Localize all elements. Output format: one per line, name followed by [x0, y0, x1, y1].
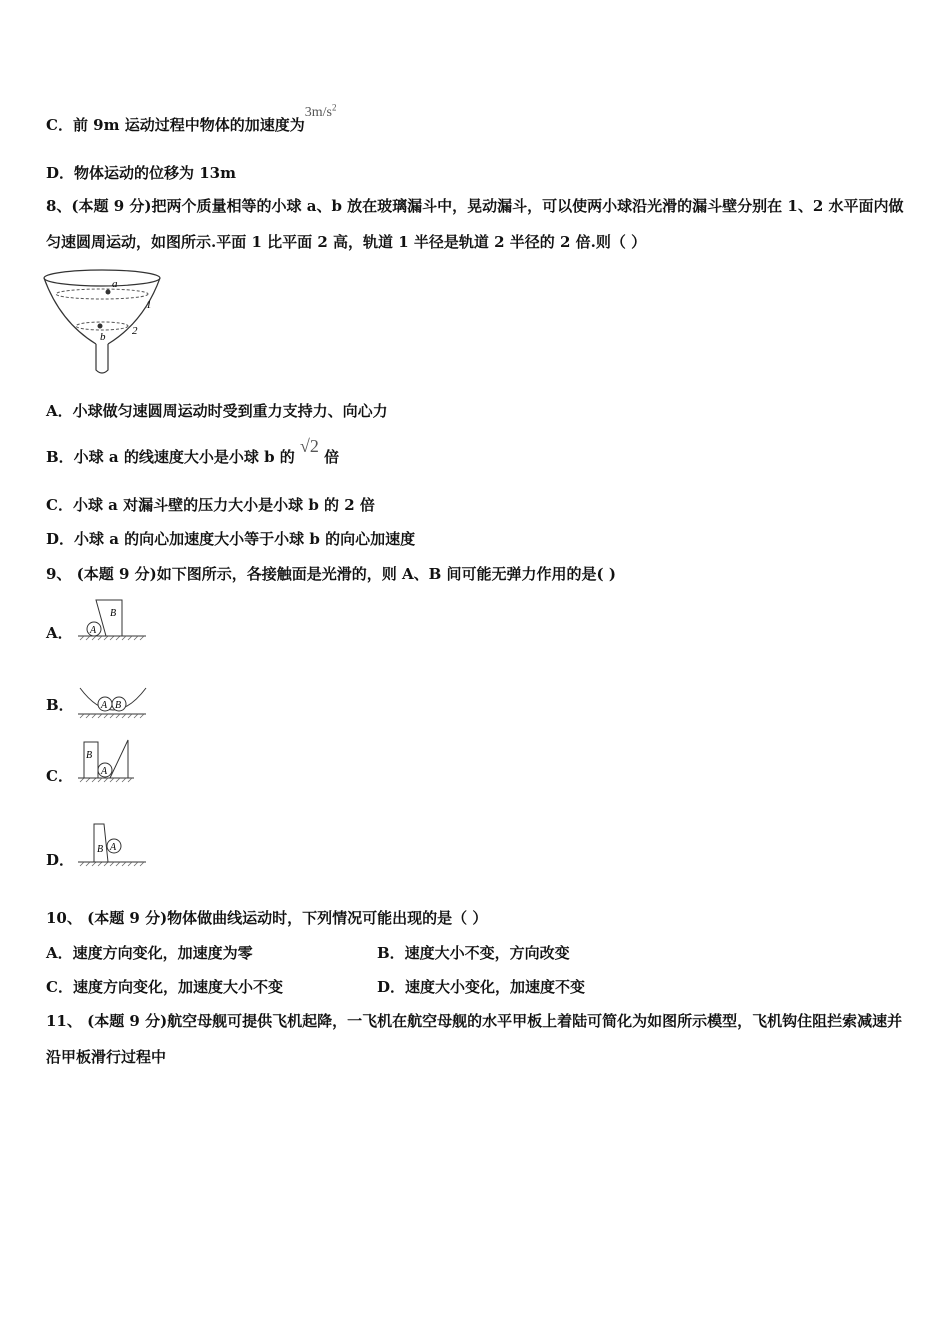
q9-a-block-label: B [110, 608, 117, 619]
q8-option-b [46, 436, 340, 467]
q9-c-block-label: B [86, 750, 93, 761]
q9-option-d-label: D． [46, 851, 75, 869]
q8-option-d: D．小球 a 的向心加速度大小等于小球 b 的向心加速度 [46, 530, 416, 548]
q9-figure-b [76, 680, 150, 722]
ball-a [106, 290, 111, 295]
ball-b [98, 324, 103, 329]
q8-option-c: C．小球 a 对漏斗壁的压力大小是小球 b 的 2 倍 [46, 496, 375, 514]
q10-stem: 10、 (本题 9 分)物体做曲线运动时，下列情况可能出现的是（ ） [46, 909, 488, 927]
q9-b-ball-b-label: B [115, 700, 122, 711]
q9-a-ball-label: A [90, 625, 97, 636]
q9-b-ball-a-label: A [101, 700, 108, 711]
q9-option-c-label: C． [46, 767, 73, 785]
q9-option-a-label: A． [46, 624, 73, 642]
q10-option-c: C．速度方向变化，加速度大小不变 [46, 978, 283, 996]
q10-option-d: D．速度大小变化，加速度不变 [377, 978, 586, 996]
q7-option-d: D．物体运动的位移为 13m [46, 164, 236, 182]
q8-option-b-post: 倍 [324, 448, 340, 466]
q9-figure-a [76, 596, 150, 644]
q11-stem: 11、 (本题 9 分)航空母舰可提供飞机起降，一飞机在航空母舰的水平甲板上着陆可简化为如图所示模型，飞机钩住阻拦索减速并沿甲板滑行过程中 [46, 1012, 903, 1066]
q7-option-c-math [304, 102, 337, 120]
q10-option-b: B．速度大小不变，方向改变 [377, 944, 570, 962]
q8-option-b-pre: B．小球 a 的线速度大小是小球 b 的 [46, 448, 295, 466]
q9-option-b-label: B． [46, 696, 74, 714]
plane-1-label: 1 [146, 299, 152, 311]
q7-option-c-math-base: 3m/s [304, 105, 332, 120]
q7-option-c-text: C．前 9m 运动过程中物体的加速度为 [46, 116, 305, 134]
q8-stem: 8、(本题 9 分)把两个质量相等的小球 a、b 放在玻璃漏斗中，晃动漏斗，可以使两小球沿光滑的漏斗壁分别在 1、2 水平面内做匀速圆周运动，如图所示.平面 1 比平面 2 高，轨道 1 半径是轨道 2 半径的 2 倍.则（ ） [46, 197, 904, 251]
ball-b-label: b [100, 331, 106, 343]
funnel-figure [40, 262, 170, 382]
q7-option-c [46, 102, 337, 135]
q9-d-block-label: B [97, 844, 104, 855]
ball-a-label: a [112, 278, 118, 290]
q9-c-ball-label: A [101, 766, 108, 777]
q10-option-a: A．速度方向变化，加速度为零 [46, 944, 253, 962]
q9-figure-d [76, 820, 150, 868]
q8-option-b-math: √2 [300, 436, 319, 456]
q8-option-a: A．小球做匀速圆周运动时受到重力支持力、向心力 [46, 402, 388, 420]
q9-stem: 9、 (本题 9 分)如下图所示，各接触面是光滑的，则 A、B 间可能无弹力作用的是( ) [46, 565, 616, 583]
q9-d-ball-label: A [110, 842, 117, 853]
plane-2-label: 2 [132, 325, 138, 337]
q9-figure-c [76, 736, 140, 786]
q7-option-c-math-sup: 2 [331, 102, 337, 113]
